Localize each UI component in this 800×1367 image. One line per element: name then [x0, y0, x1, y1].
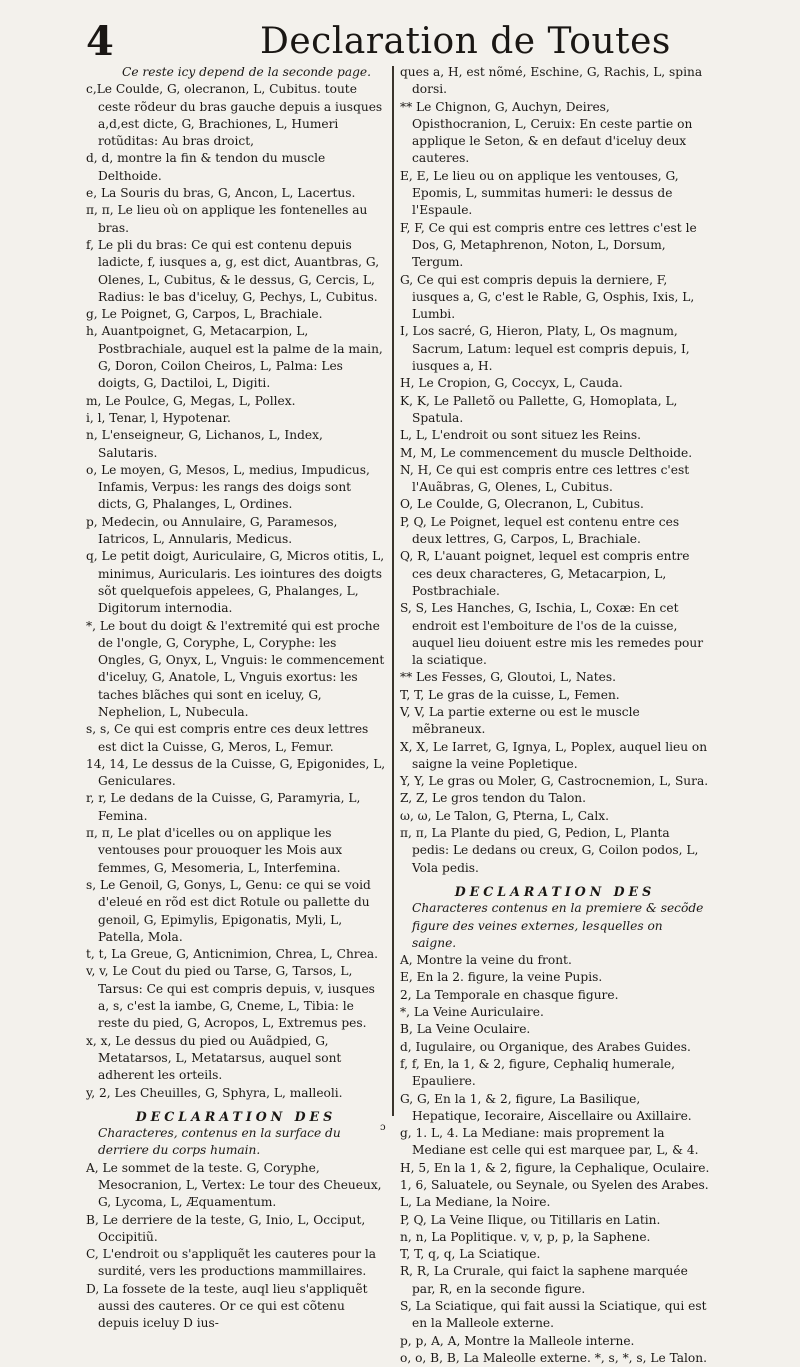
entry: π, π, Le lieu où on applique les fontenelles au bras.: [86, 203, 368, 235]
entry: T, T, q, q, La Sciatique.: [400, 1247, 541, 1262]
entry: s, Le Genoil, G, Gonys, L, Genu: ce qui se void d'eleué en rõd est dict Rotule ou pallette du genoil, G, Epimylis, Epigonatis, Myli, L, Patella, Mola.: [86, 877, 371, 944]
page-number: 4: [86, 18, 114, 65]
entry: π, π, Le plat d'icelles ou on applique les ventouses pour prouoquer les Mois aux femmes, G, Mesomeria, L, Interfemina.: [86, 826, 343, 875]
entry: 1, 6, Saluatele, ou Seynale, ou Syelen des Arabes.: [400, 1178, 709, 1192]
entry: e, La Souris du bras, G, Ancon, L, Lacertus.: [86, 186, 356, 201]
entry: v, v, Le Cout du pied ou Tarse, G, Tarsos, L, Tarsus: Ce qui est compris depuis, v, iusques a, s, c'est la iambe, G, Cneme, L, Tibia: le reste du pied, G, Acropos, L, Extremus pes.: [86, 964, 375, 1031]
right-section-subheading: Characteres contenus en la premiere & secõde figure des veines externes, lesquelles on saigne.: [412, 901, 704, 950]
entry: Ce reste icy depend de la seconde page.: [122, 65, 371, 79]
left-entries-after: [86, 1160, 386, 1333]
entry: n, L'enseigneur, G, Lichanos, L, Index, Salutaris.: [86, 428, 323, 460]
entry: i, l, Tenar, l, Hypotenar.: [86, 410, 231, 425]
entry: B, Le derriere de la teste, G, Inio, L, Occiput, Occipitiũ.: [86, 1212, 366, 1244]
left-section-subheading: Characteres, contenus en la surface du derriere du corps humain.: [98, 1126, 341, 1158]
entry: o, o, B, B, La Maleolle externe. *, s, *, s, Le Talon.: [400, 1350, 707, 1365]
entry: I, Los sacré, G, Hieron, Platy, L, Os magnum, Sacrum, Latum: lequel est compris depuis, I, iusques a, H.: [400, 324, 690, 374]
entry: d, d, montre la fin & tendon du muscle Delthoide.: [86, 151, 326, 183]
entry: E, En la 2. figure, la veine Pupis.: [400, 970, 603, 985]
entry: O, Le Coulde, G, Olecranon, L, Cubitus.: [400, 497, 644, 512]
entry: M, M, Le commencement du muscle Delthoide.: [400, 445, 693, 460]
entry: g, Le Poignet, G, Carpos, L, Brachiale.: [86, 307, 323, 322]
entry: *, La Veine Auriculaire.: [400, 1005, 544, 1020]
entry: T, T, Le gras de la cuisse, L, Femen.: [400, 687, 620, 702]
entry: f, f, En, la 1, & 2, figure, Cephaliq humerale, Epauliere.: [400, 1056, 675, 1089]
entry: P, Q, La Veine Ilique, ou Titillaris en Latin.: [400, 1212, 661, 1227]
running-title: Declaration de Toutes: [260, 21, 671, 62]
entry: D, La fossete de la teste, auql lieu s'appliquẽt aussi des cauteres. Or ce qui est cõtenu depuis iceluy D ius-: [86, 1281, 368, 1331]
right-section-heading: DECLARATION DES: [454, 883, 656, 899]
entry: G, Ce qui est compris depuis la derniere, F, iusques a, G, c'est le Rable, G, Osphis, Ixis, L, Lumbi.: [400, 272, 695, 322]
entry: S, La Sciatique, qui fait aussi la Sciatique, qui est en la Malleole externe.: [400, 1299, 707, 1331]
catchword: ɔ: [380, 1122, 386, 1133]
entry: n, n, La Poplitique. v, v, p, p, la Saphene.: [400, 1229, 651, 1244]
entry: L, L, L'endroit ou sont situez les Reins.: [400, 428, 642, 443]
entry: E, E, Le lieu ou on applique les ventouses, G, Epomis, L, summitas humeri: le dessus de l'Espaule.: [400, 168, 679, 218]
entry: *, Le bout du doigt & l'extremité qui est proche de l'ongle, G, Coryphe, L, Coryphe: les Ongles, G, Onyx, L, Vnguis: le commencement d'iceluy, G, Anatole, L, Vnguis exortus: les taches blãches qui sont en iceluy, G, Nephelion, L, Nubecula.: [86, 618, 385, 719]
right-entries: [400, 64, 710, 877]
entry: r, r, Le dedans de la Cuisse, G, Paramyria, L, Femina.: [86, 791, 361, 823]
entry: t, t, La Greue, G, Anticnimion, Chrea, L, Chrea.: [86, 947, 378, 962]
entry: o, Le moyen, G, Mesos, L, medius, Impudicus, Infamis, Verpus: les rangs des doigs sont dicts, G, Phalanges, L, Ordines.: [86, 462, 370, 512]
entry: ω, ω, Le Talon, G, Pterna, L, Calx.: [400, 808, 609, 823]
left-column: [86, 64, 386, 1331]
entry: P, Q, Le Poignet, lequel est contenu entre ces deux lettres, G, Carpos, L, Brachiale.: [400, 514, 680, 547]
entry: F, F, Ce qui est compris entre ces lettres c'est le Dos, G, Metaphrenon, Noton, L, Dorsum, Tergum.: [400, 220, 697, 270]
left-section-heading: DECLARATION DES: [135, 1108, 337, 1124]
entry: Z, Z, Le gros tendon du Talon.: [400, 791, 587, 806]
entry: Y, Y, Le gras ou Moler, G, Castrocnemion, L, Sura.: [400, 774, 709, 789]
entry: B, La Veine Oculaire.: [400, 1022, 531, 1037]
entry: C, L'endroit ou s'appliquẽt les cauteres pour la surdité, vers les productions mammillaires.: [86, 1247, 377, 1279]
entry: L, La Mediane, la Noire.: [400, 1195, 551, 1210]
entry: g, 1. L, 4. La Mediane: mais proprement la Mediane est celle qui est marquee par, L, & 4.: [400, 1126, 699, 1158]
entry: S, S, Les Hanches, G, Ischia, L, Coxæ: En cet endroit est l'emboiture de l'os de la cuisse, auquel lieu doiuent estre mis les remedes pour la sciatique.: [400, 601, 704, 668]
entry: G, G, En la 1, & 2, figure, La Basilique, Hepatique, Iecoraire, Aiscellaire ou Axillaire.: [400, 1091, 692, 1123]
entry: R, R, La Crurale, qui faict la saphene marquée par, R, en la seconde figure.: [400, 1264, 688, 1296]
entry: π, π, La Plante du pied, G, Pedion, L, Planta pedis: Le dedans ou creux, G, Coilon podos, L, Vola pedis.: [400, 826, 699, 875]
entry: 14, 14, Le dessus de la Cuisse, G, Epigonides, L, Geniculares.: [86, 756, 386, 789]
entry: H, Le Cropion, G, Coccyx, L, Cauda.: [400, 376, 623, 391]
entry: x, x, Le dessus du pied ou Auãdpied, G, Metatarsos, L, Metatarsus, auquel sont adherent les orteils.: [86, 1033, 342, 1083]
entry: ques a, H, est nõmé, Eschine, G, Rachis, L, spina dorsi.: [400, 65, 703, 97]
entry: s, s, Ce qui est compris entre ces deux lettres est dict la Cuisse, G, Meros, L, Femur.: [86, 722, 369, 754]
entry: V, V, La partie externe ou est le muscle mẽbraneux.: [400, 704, 640, 737]
entry: A, Le sommet de la teste. G, Coryphe, Mesocranion, L, Vertex: Le tour des Cheueux, G, Lycoma, L, Æquamentum.: [86, 1160, 382, 1210]
entry: Q, R, L'auant poignet, lequel est compris entre ces deux characteres, G, Metacarpion, L, Postbrachiale.: [400, 549, 690, 598]
entry: y, 2, Les Cheuilles, G, Sphyra, L, malleoli.: [86, 1085, 343, 1100]
left-entries: [86, 64, 386, 1102]
entry: N, H, Ce qui est compris entre ces lettres c'est l'Auãbras, G, Olenes, L, Cubitus.: [400, 462, 690, 495]
entry: d, Iugulaire, ou Organique, des Arabes Guides.: [400, 1039, 691, 1054]
entry: c,Le Coulde, G, olecranon, L, Cubitus. toute ceste rõdeur du bras gauche depuis a iusques a,d,est dicte, G, Brachiones, L, Humeri rotũditas: Au bras droict,: [86, 82, 383, 149]
entry: A, Montre la veine du front.: [400, 953, 572, 968]
entry: X, X, Le Iarret, G, Ignya, L, Poplex, auquel lieu on saigne la veine Popletique.: [400, 739, 708, 771]
entry: K, K, Le Palletõ ou Pallette, G, Homoplata, L, Spatula.: [400, 393, 678, 425]
entry: h, Auantpoignet, G, Metacarpion, L, Postbrachiale, auquel est la palme de la main, G, Doron, Coilon Cheiros, L, Palma: Les doigts, G, Dactiloi, L, Digiti.: [86, 324, 383, 391]
entry: ** Les Fesses, G, Gloutoi, L, Nates.: [400, 670, 616, 685]
entry: m, Le Poulce, G, Megas, L, Pollex.: [86, 393, 296, 408]
entry: p, p, A, A, Montre la Malleole interne.: [400, 1333, 635, 1348]
right-column: [400, 64, 710, 1365]
entry: f, Le pli du bras: Ce qui est contenu depuis ladicte, f, iusques a, g, est dict, Auantbras, G, Olenes, L, Cubitus, & le dessus, G, Cercis, L, Radius: le bas d'iceluy, G, Pechys, L, Cubitus.: [86, 237, 380, 304]
entry: p, Medecin, ou Annulaire, G, Paramesos, Iatricos, L, Annularis, Medicus.: [86, 514, 338, 547]
right-entries-after: [400, 952, 710, 1367]
entry: H, 5, En la 1, & 2, figure, la Cephalique, Oculaire.: [400, 1160, 710, 1175]
entry: ** Le Chignon, G, Auchyn, Deires, Opisthocranion, L, Ceruix: En ceste partie on applique le Seton, & en defaut d'iceluy deux cauteres.: [400, 99, 693, 166]
entry: q, Le petit doigt, Auriculaire, G, Micros otitis, L, minimus, Auricularis. Les iointures des doigts sõt quelquefois appelees, G, Phalanges, L, Digitorum internodia.: [86, 549, 385, 616]
entry: 2, La Temporale en chasque figure.: [400, 987, 619, 1002]
column-divider: [392, 66, 394, 1116]
